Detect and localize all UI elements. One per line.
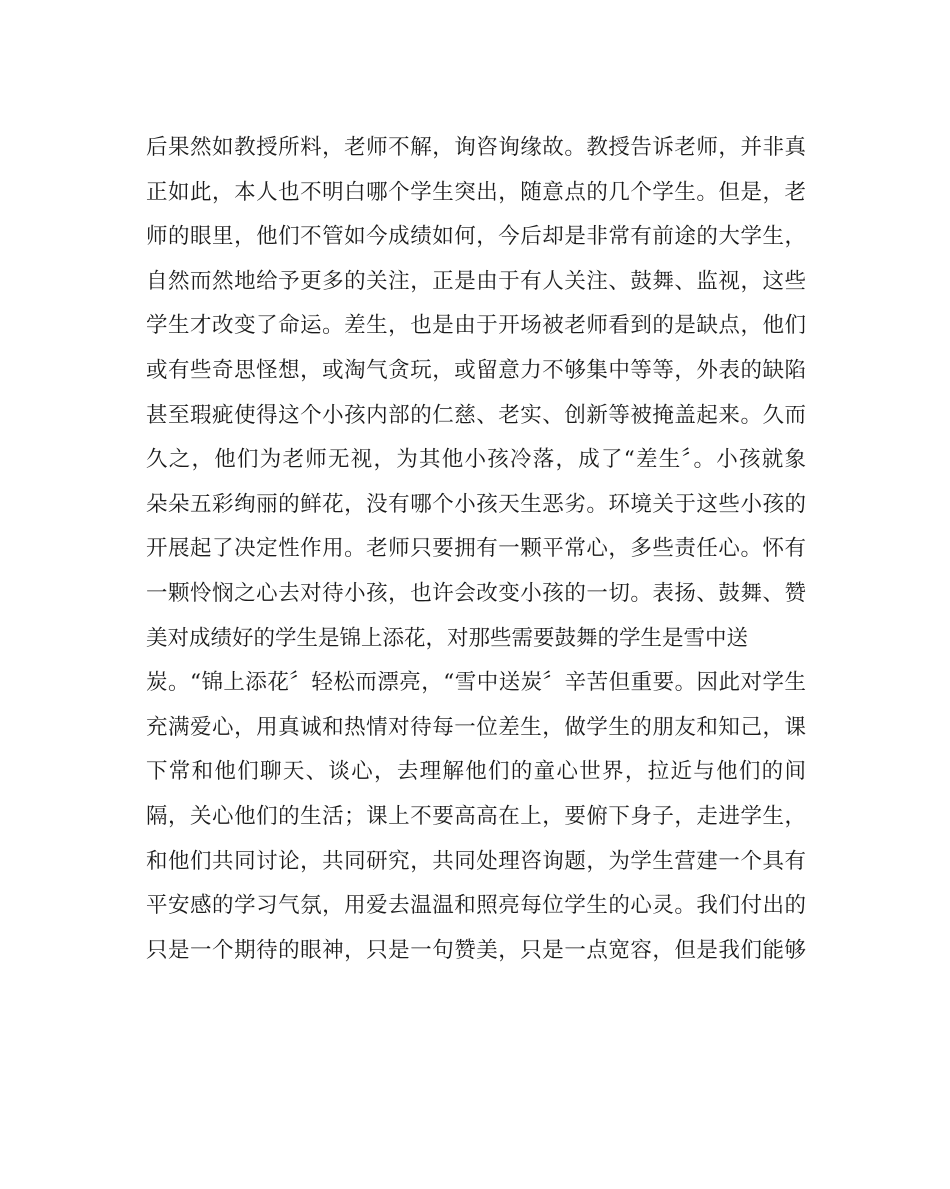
text-line: 只是一个期待的眼神，只是一句赞美，只是一点宽容，但是我们能够: [146, 937, 806, 963]
text-line: 学生才改变了命运。差生，也是由于开场被老师看到的是缺点，他们: [146, 313, 806, 339]
text-line: 朵朵五彩绚丽的鲜花，没有哪个小孩天生恶劣。环境关于这些小孩的: [146, 491, 806, 517]
text-line: 甚至瑕疵使得这个小孩内部的仁慈、老实、创新等被掩盖起来。久而: [146, 402, 806, 428]
text-line: 炭。“锦上添花〞轻松而漂亮，“雪中送炭〞辛苦但重要。因此对学生: [146, 670, 806, 696]
text-line: 后果然如教授所料，老师不解，询咨询缘故。教授告诉老师，并非真: [146, 135, 806, 160]
text-line: 久之，他们为老师无视，为其他小孩冷落，成了“差生〞。小孩就象: [146, 447, 806, 473]
text-line: 开展起了决定性作用。老师只要拥有一颗平常心，多些责任心。怀有: [146, 536, 806, 562]
text-line: 美对成绩好的学生是锦上添花，对那些需要鼓舞的学生是雪中送: [146, 625, 749, 651]
text-line: 正如此，本人也不明白哪个学生突出，随意点的几个学生。但是，老: [146, 179, 806, 205]
text-line: 平安感的学习气氛，用爱去温温和照亮每位学生的心灵。我们付出的: [146, 893, 806, 919]
text-line: 和他们共同讨论，共同研究，共同处理咨询题，为学生营建一个具有: [146, 848, 806, 874]
text-line: 一颗怜悯之心去对待小孩，也许会改变小孩的一切。表扬、鼓舞、赞: [146, 580, 806, 606]
text-line: 充满爱心，用真诚和热情对待每一位差生，做学生的朋友和知己，课: [146, 714, 806, 740]
text-line: 师的眼里，他们不管如今成绩如何，今后却是非常有前途的大学生，: [146, 224, 806, 250]
text-line: 隔，关心他们的生活；课上不要高高在上，要俯下身子，走进学生，: [146, 803, 806, 829]
text-line: 下常和他们聊天、谈心，去理解他们的童心世界，拉近与他们的间: [146, 759, 806, 785]
body-paragraph: [146, 126, 806, 973]
text-line: 自然而然地给予更多的关注，正是由于有人关注、鼓舞、监视，这些: [146, 268, 806, 294]
text-line: 或有些奇思怪想，或淘气贪玩，或留意力不够集中等等，外表的缺陷: [146, 357, 806, 383]
